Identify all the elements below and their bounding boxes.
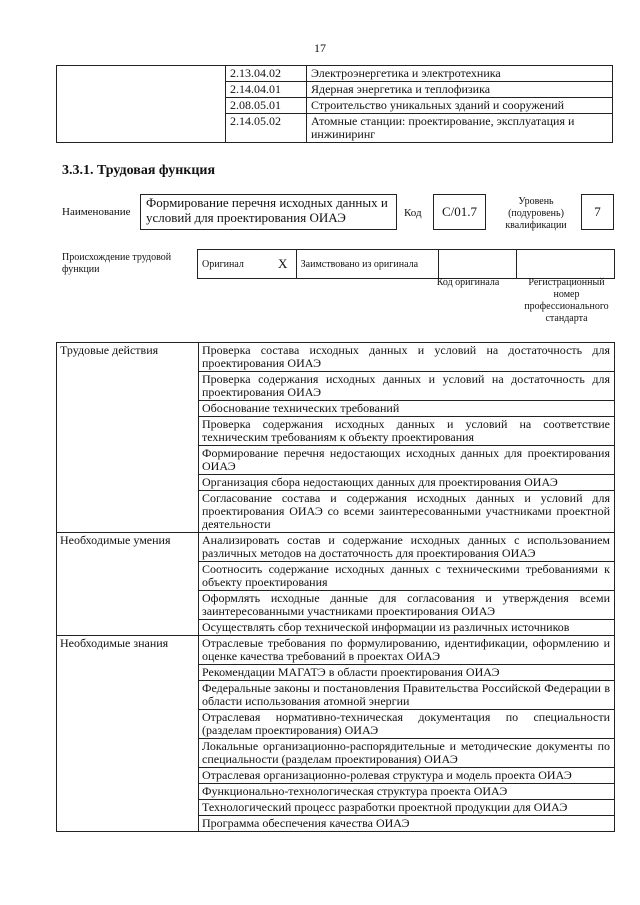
registration-number-cell [516, 250, 614, 279]
specialty-code: 2.08.05.01 [226, 98, 307, 114]
original-cell [198, 250, 270, 279]
name-label: Наименование [62, 206, 131, 218]
section-title: 3.3.1. Трудовая функция [62, 163, 216, 178]
level-box [581, 194, 614, 230]
item-text: Организация сбора недостающих данных для проектирования ОИАЭ [199, 475, 615, 491]
item-text: Соотносить содержание исходных данных с техническими требованиями к объекту проектирования [199, 562, 615, 591]
borrowed-cell: Заимствовано из оригинала [296, 250, 438, 279]
original-label: Оригинал [202, 258, 244, 270]
specialty-code: 2.14.04.01 [226, 82, 307, 98]
function-code-box [433, 194, 486, 230]
item-text: Оформлять исходные данные для согласования и утверждения всеми заинтересованными участниками проектирования ОИАЭ [199, 591, 615, 620]
origin-table [197, 249, 615, 279]
item-text: Рекомендации МАГАТЭ в области проектирования ОИАЭ [199, 665, 615, 681]
function-code: C/01.7 [441, 204, 478, 219]
item-text: Функционально-технологическая структура проекта ОИАЭ [199, 784, 615, 800]
item-text: Федеральные законы и постановления Правительства Российской Федерации в области использования атомной энергии [199, 681, 615, 710]
item-text: Отраслевые требования по формулированию, идентификации, оформлению и оценке качества требований в проектах ОИАЭ [199, 636, 615, 665]
table-row [57, 636, 615, 665]
specialty-name: Электроэнергетика и электротехника [307, 66, 613, 82]
specialty-name: Ядерная энергетика и теплофизика [307, 82, 613, 98]
original-mark: X [270, 250, 296, 279]
item-text: Отраслевая нормативно-техническая документация по специальности (разделам проектирования) ОИАЭ [199, 710, 615, 739]
item-text: Согласование состава и содержания исходных данных и условий для проектирования ОИАЭ со всеми заинтересованными участниками проектной деятельности [199, 491, 615, 533]
table-row [57, 533, 615, 562]
specialty-name: Строительство уникальных зданий и сооружений [307, 98, 613, 114]
specialty-row [57, 66, 613, 82]
item-text: Проверка содержания исходных данных и условий на достаточность для проектирования ОИАЭ [199, 372, 615, 401]
item-text: Проверка состава исходных данных и условий на достаточность для проектирования ОИАЭ [199, 343, 615, 372]
origin-label: Происхождение трудовой функции [62, 252, 172, 275]
blank-cell [57, 66, 226, 143]
table-row [57, 343, 615, 372]
category-label: Трудовые действия [57, 343, 199, 533]
item-text: Анализировать состав и содержание исходных данных с использованием различных методов на достаточность для проектирования ОИАЭ [199, 533, 615, 562]
specialty-code: 2.14.05.02 [226, 114, 307, 143]
function-name-box [140, 194, 397, 230]
item-text: Локальные организационно-распорядительные и методические документы по специальности (разделам проектирования) ОИАЭ [199, 739, 615, 768]
specialty-name: Атомные станции: проектирование, эксплуатация и инжиниринг [307, 114, 613, 143]
item-text: Программа обеспечения качества ОИАЭ [199, 816, 615, 832]
item-text: Проверка содержания исходных данных и условий на соответствие техническим требованиям к объекту проектирования [199, 417, 615, 446]
code-label: Код [404, 207, 422, 219]
labor-function-table [56, 342, 615, 832]
specialties-table [56, 65, 613, 143]
level-label: Уровень (подуровень) квалификации [505, 196, 567, 231]
item-text: Отраслевая организационно-ролевая структура и модель проекта ОИАЭ [199, 768, 615, 784]
function-name: Формирование перечня исходных данных и условий для проектирования ОИАЭ [146, 195, 388, 225]
registration-caption: Регистрационный номер профессионального стандарта [524, 277, 609, 324]
page-number: 17 [314, 41, 326, 55]
specialty-code: 2.13.04.02 [226, 66, 307, 82]
item-text: Обоснование технических требований [199, 401, 615, 417]
original-code-cell [438, 250, 516, 279]
level-value: 7 [594, 204, 601, 219]
category-label: Необходимые знания [57, 636, 199, 832]
item-text: Технологический процесс разработки проектной продукции для ОИАЭ [199, 800, 615, 816]
category-label: Необходимые умения [57, 533, 199, 636]
item-text: Осуществлять сбор технической информации из различных источников [199, 620, 615, 636]
item-text: Формирование перечня недостающих исходных данных для проектирования ОИАЭ [199, 446, 615, 475]
code-caption: Код оригинала [436, 277, 500, 288]
